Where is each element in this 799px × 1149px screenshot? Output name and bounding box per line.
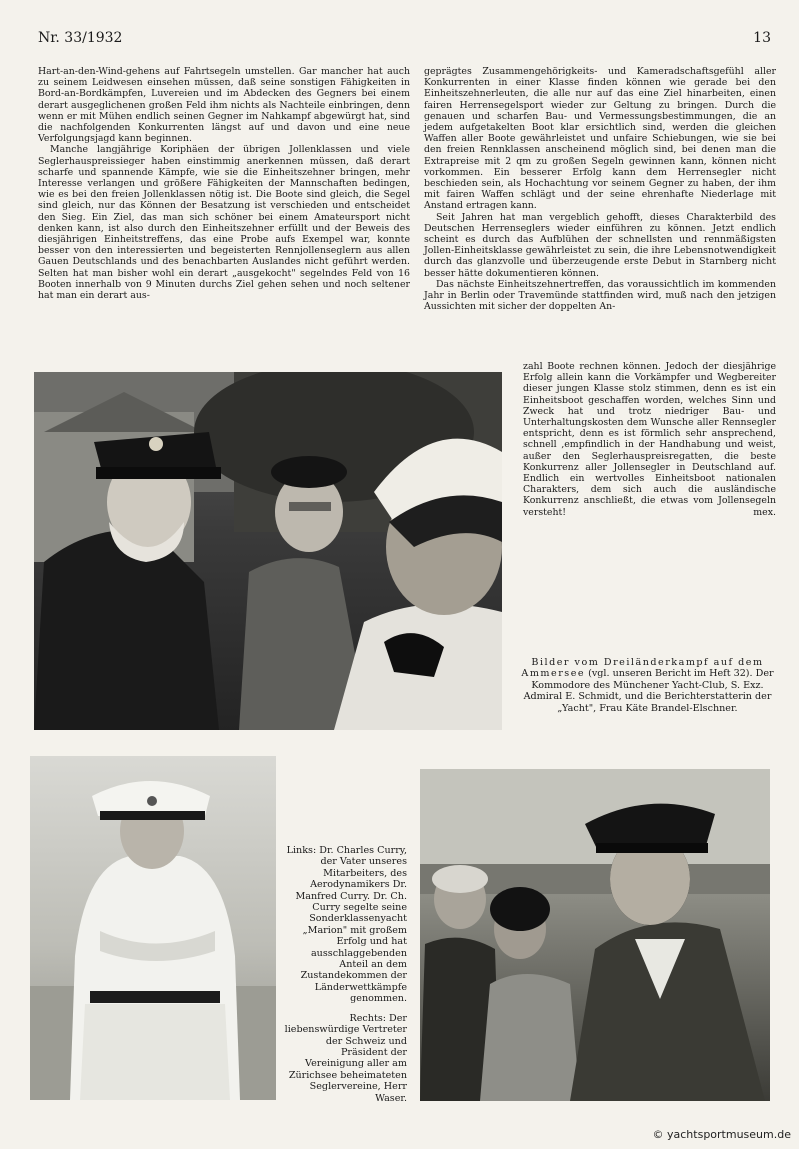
paragraph: Manche langjährige Koriphäen der übrigen Jollenklassen und viele Seglerhauspreissieger haben einstimmig anerkennen müssen, daß derart scharfe und spannende Kämpfe, wie sie die Einheitszehner bringen, mehr Interesse verlangen und größere Fähigkeiten der Mannschaften bedingen, wie es bei den freien Jollenklassen nötig ist. Die Boote sind gleich, die Segel sind gleich, nur das Können der Besatzung ist verschieden und entscheidet den Sieg. Ein Ziel, das man sich schöner bei einem Amateursport nicht denken kann, ist also durch den Einheitszehner erfüllt und der Beweis des diesjährigen Einheitstreffens, das eine Probe aufs Exempel war, konnte besser von den interessierten und begeisterten Rennjollenseglern aus allen Gauen Deutschlands und des benachbarten Auslandes nicht geführt werden. Selten hat man bisher wohl ein derart „ausgekocht" segelndes Feld von 16 Booten innerhalb von 9 Minuten durchs Ziel gehen sehen und noch seltener hat man ein derart aus- (38, 144, 410, 302)
caption-links: Links: Dr. Charles Curry, der Vater unseres Mitarbeiters, des Aerodynamikers Dr. Manfred Curry. Dr. Ch. Curry segelte seine Sonderklassenyacht „Marion" mit großem Erfolg und hat ausschlaggebenden Anteil an dem Zustandekommen der Länderwettkämpfe genommen. (286, 845, 407, 1005)
issue-number: Nr. 33/1932 (38, 30, 123, 46)
caption-side-text (280, 845, 407, 1112)
paragraph-text: zahl Boote rechnen können. Jedoch der diesjährige Erfolg allein kann die Vorkämpfer und Wegbereiter dieser jungen Klasse stolz stimmen, denn es ist ein Einheitsboot geschaffen worden, welches Sinn und Zweck hat und trotz niedriger Bau- und Unterhaltungskosten dem Wunsche aller Rennsegler entspricht, denn es ist förmlich sehr ansprechend, schnell ‚empfindlich in der Handhabung und weist, außer den Seglerhauspreisregatten, die beste Konkurrenz aller Jollensegler in Deutschland auf. Endlich ein wertvolles Einheitsboot nationalen Charakters, dem sich auch die ausländische Konkurrenz anschließt, die etwas vom Jollensegeln versteht! (523, 361, 776, 518)
caption-title: Bilder vom Dreiländerkampf auf dem Ammersee (521, 657, 764, 680)
photo-herr-waser (420, 769, 770, 1101)
paragraph: Seit Jahren hat man vergeblich gehofft, dieses Charakterbild des Deutschen Herrenseglers wieder einführen zu können. Jetzt endlich scheint es durch das Aufblühen der schnellsten und rennmäßigsten Jollen-Einheitsklasse gewährleistet zu sein, die ihre Lebensnotwendigkeit durch das glanzvolle und überzeugende erste Debut in Starnberg nicht besser hätte dokumentieren können. (424, 211, 776, 279)
article-column-continuation (523, 361, 776, 518)
paragraph: Hart-an-den-Wind-gehens auf Fahrtsegeln umstellen. Gar mancher hat auch zu seinem Leidwesen einsehen müssen, daß seine sonstigen Fähigkeiten in Bord-an-Bordkämpfen, Luvereien und im Abdecken des Gegners bei einem derart ausgeglichenen großen Feld ihm nichts als Nachteile einbringen, denn wenn er mit Mühen endlich seinen Gegner im Nahkampf abgewürgt hat, sind die nachfolgenden Konkurrenten längst auf und davon und eine neue Verfolgungsjagd kann beginnen. (38, 66, 410, 145)
paragraph (523, 361, 776, 518)
article-column-right (424, 66, 776, 312)
paragraph: geprägtes Zusammengehörigkeits- und Kameradschaftsgefühl aller Konkurrenten in einer Klasse finden können wie gerade bei den Einheitszehnerleuten, die alle nur auf das eine Ziel hinarbeiten, einen fairen Herrensegelsport wieder zur Geltung zu bringen. Durch die genauen und scharfen Bau- und Vermessungsbestimmungen, die an jedem aufgetakelten Boot klar ersichtlich sind, werden die gleichen Waffen aller Boote gewährleistet und unfaire Schiebungen, wie sie bei den freien Rennklassen anscheinend möglich sind, bei denen man die Extrapreise mit 2 qm zu großen Segeln gewinnen kann, können nicht vorkommen. Ein besserer Erfolg kann dem Herrensegler nicht beschieden sein, als Hochachtung vor seinem Gegner zu haben, der ihm mit fairen Waffen schlägt und der seine ehrenhafte Niederlage mit Anstand ertragen kann. (424, 66, 776, 212)
article-column-left (38, 66, 410, 301)
paragraph: Das nächste Einheitszehnertreffen, das voraussichtlich im kommenden Jahr in Berlin oder Travemünde stattfinden wird, muß nach den jetzigen Aussichten mit sicher der doppelten An- (424, 278, 776, 313)
caption-top-photo (520, 657, 775, 714)
caption-rechts: Rechts: Der liebenswürdige Vertreter der Schweiz und Präsident der Vereinigung aller am Zürichsee beheimateten Seglervereine, Herr Waser. (284, 1012, 407, 1104)
photo-commodore-and-reporter (34, 372, 502, 730)
photo-charles-curry (30, 756, 276, 1100)
author-signature: mex. (753, 506, 776, 518)
museum-credit: © yachtsportmuseum.de (652, 1128, 791, 1141)
caption-text: (vgl. unseren Bericht im Heft 32). Der Kommodore des Münchener Yacht-Club, S. Exz. Admiral E. Schmidt, und die Berichterstatterin der „Yacht", Frau Käte Brandel-Elschner. (523, 668, 774, 714)
page-number: 13 (753, 30, 771, 46)
